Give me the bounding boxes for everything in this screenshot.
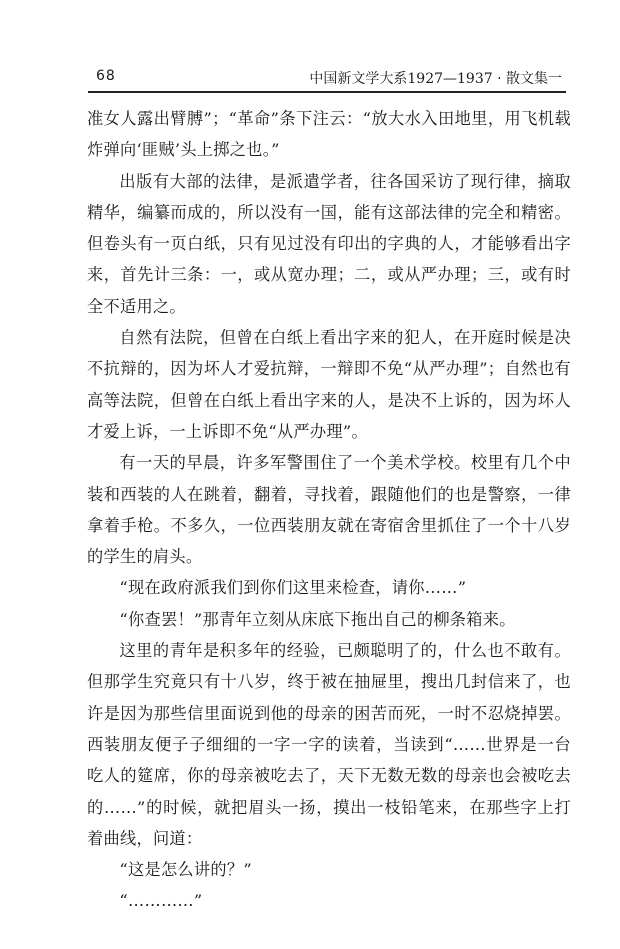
running-title: 中国新文学大系1927—1937 · 散文集一 xyxy=(309,71,562,87)
header-rule xyxy=(88,91,566,93)
paragraph: “现在政府派我们到你们这里来检查，请你……” xyxy=(119,578,467,598)
paragraph: “这是怎么讲的？” xyxy=(119,860,252,880)
paragraph-continued: 准女人露出臂膊”；“革命”条下注云：“放大水入田地里，用飞机载炸弹向‘匪贼’头上掷之也。” xyxy=(87,109,571,160)
page-header xyxy=(96,68,562,90)
paragraph: 自然有法院，但曾在白纸上看出字来的犯人，在开庭时候是决不抗辩的，因为坏人才爱抗辩，一辩即不免“从严办理”；自然也有高等法院，但曾在白纸上看出字来的人，是决不上诉的，因为坏人才爱上诉，一上诉即不免“从严办理”。 xyxy=(87,328,571,441)
paragraph: 出版有大部的法律，是派遣学者，往各国采访了现行律，摘取精华，编纂而成的，所以没有一国，能有这部法律的完全和精密。但卷头有一页白纸，只有见过没有印出的字典的人，才能够看出字来，首先计三条：一，或从宽办理；二，或从严办理；三，或有时全不适用之。 xyxy=(87,171,571,316)
paragraph: 这里的青年是积多年的经验，已颇聪明了的，什么也不敢有。但那学生究竟只有十八岁，终于被在抽屉里，搜出几封信来了，也许是因为那些信里面说到他的母亲的困苦而死，一时不忍烧掉罢。西装朋友便子子细细的一字一字的读着，当读到“……世界是一台吃人的筵席，你的母亲被吃去了，天下无数无数的母亲也会被吃去的……”的时候，就把眉头一扬，摸出一枝铅笔来，在那些字上打着曲线，问道： xyxy=(87,641,571,848)
text-body xyxy=(87,103,571,917)
paragraph: “…………” xyxy=(119,891,203,911)
paragraph: “你查罢！”那青年立刻从床底下拖出自己的柳条箱来。 xyxy=(119,609,516,629)
page-number: 68 xyxy=(96,68,116,84)
paragraph: 有一天的早晨，许多军警围住了一个美术学校。校里有几个中装和西装的人在跳着，翻着，寻找着，跟随他们的也是警察，一律拿着手枪。不多久，一位西装朋友就在寄宿舍里抓住了一个十八岁的学生的肩头。 xyxy=(87,453,571,567)
